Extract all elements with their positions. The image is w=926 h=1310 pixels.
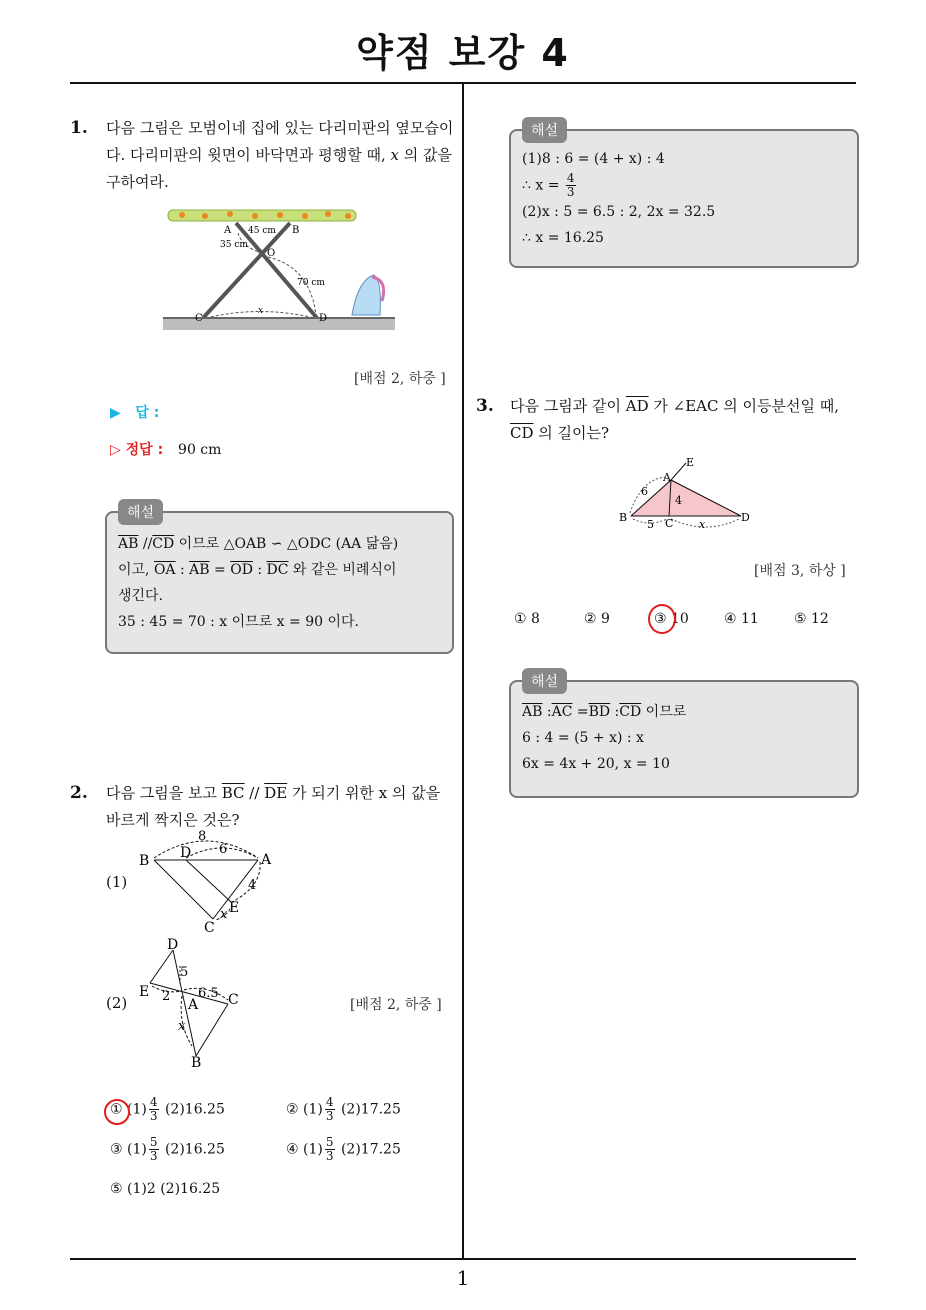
q2-choice-2[interactable]: ② (1) $\frac{4}{3}$ (2)17.25 (286, 1095, 401, 1123)
q1-text-line3: 구하여라. (106, 173, 169, 191)
q3-fig-n4: 4 (675, 494, 682, 507)
q2-choice-5[interactable]: ⑤ (1)2 (2)16.25 (110, 1181, 221, 1197)
q3-triangle-figure (616, 455, 756, 535)
q2-fig1-E: E (229, 900, 240, 916)
q1-solution-body (118, 531, 448, 635)
column-divider (462, 82, 464, 1260)
q1-correct-value: 90 cm (178, 442, 222, 458)
q2-solution-body (522, 146, 852, 251)
q2-score: [배점 2, 하중 ] (350, 997, 442, 1013)
q1-answer-row: ▶ 답 : (110, 405, 160, 421)
q2-sol-line1: (1)8 : 6 = (4 + x) : 4 (522, 151, 665, 167)
q2-fig1-n8: 8 (198, 829, 207, 844)
q1-number: 1. (70, 118, 88, 138)
q2-choice-3[interactable]: ③ (1) $\frac{5}{3}$ (2)16.25 (110, 1135, 225, 1163)
q2-fig1-D: D (180, 845, 192, 861)
q3-fig-B: B (619, 511, 628, 524)
q2-choice-4[interactable]: ④ (1) $\frac{5}{3}$ (2)17.25 (286, 1135, 401, 1163)
page-number: 1 (456, 1266, 470, 1290)
q3-fig-E: E (686, 456, 695, 469)
q1-fig-len-cd: x (258, 306, 264, 316)
q2-fig2-x: x (178, 1019, 186, 1034)
q1-sol-line1: $\overline{AB}$ $//\overline{CD}$ 이므로 △OAB ∽ △ODC (AA 닮음) (118, 536, 399, 552)
answer-marker-icon: ▶ (110, 405, 136, 421)
q2-text-line1: 다음 그림을 보고 $\overline{BC} // \overline{DE}$ 가 되기 위한 x 의 값을 (106, 784, 441, 802)
q2-fig2-D: D (167, 937, 179, 953)
q2-figure-1 (136, 826, 286, 936)
q1-text-line1: 다음 그림은 모범이네 집에 있는 다리미판의 옆모습이 (106, 119, 454, 137)
q2-fig2-label: (2) (106, 994, 128, 1012)
q1-correct-row: ▷ 정답 : 90 cm (110, 442, 222, 458)
q3-solution-body (522, 699, 852, 777)
q2-fig2-E: E (139, 984, 150, 1000)
q2-text-line2: 바르게 짝지은 것은? (106, 811, 240, 829)
q1-text (106, 115, 456, 196)
q3-choice-3[interactable]: ③ 10 (654, 611, 689, 627)
q2-fig1-n4: 4 (248, 878, 257, 893)
q1-sol-line4: 35 : 45 = 70 : x 이므로 x = 90 이다. (118, 614, 359, 630)
q2-fig1-B: B (139, 853, 150, 869)
q1-fig-label-C: C (195, 313, 203, 324)
q2-number: 2. (70, 783, 88, 803)
q2-fig2-n5: 5 (180, 965, 189, 980)
q1-sol-line2: 이고, $\overline{OA}$ : $\overline{AB} = \overline{OD}$ : $\overline{DC}$ 와 같은 비례식이 (118, 562, 397, 578)
q3-fig-A: A (663, 471, 671, 484)
q3-choice-5[interactable]: ⑤ 12 (794, 611, 829, 627)
q2-solution-label: 해설 (522, 117, 567, 143)
q3-selected-circle-mark (648, 604, 676, 634)
q1-fig-len-ao: 35 cm (220, 240, 248, 250)
q1-fig-label-D: D (319, 313, 328, 324)
q2-fig2-n65: 6.5 (198, 986, 219, 1001)
q3-choice-4[interactable]: ④ 11 (724, 611, 759, 627)
q2-sol-line4: ∴ x = 16.25 (522, 230, 604, 246)
q3-fig-C: C (665, 517, 674, 530)
q1-solution-label: 해설 (118, 499, 163, 525)
q3-text (510, 393, 860, 447)
q2-fig2-C: C (228, 992, 239, 1008)
q2-fig1-n6: 6 (219, 842, 228, 857)
q1-fig-len-od: 70 cm (297, 278, 325, 288)
bottom-rule (70, 1258, 856, 1260)
q2-fig1-C: C (204, 920, 215, 936)
q3-fig-x: x (699, 518, 706, 531)
q3-sol-line2: 6 : 4 = (5 + x) : x (522, 730, 644, 746)
q3-solution-label: 해설 (522, 668, 567, 694)
q2-fig2-n2: 2 (162, 989, 171, 1004)
q3-score: [배점 3, 하상 ] (754, 563, 846, 579)
q1-fig-label-A: A (224, 225, 232, 236)
q3-number: 3. (476, 396, 494, 416)
q1-text-line2: 다. 다리미판의 윗면이 바닥면과 평행할 때, x 의 값을 (106, 146, 452, 164)
q3-text-line2: $\overline{CD}$ 의 길이는? (510, 424, 610, 442)
q2-figure-2 (136, 936, 256, 1072)
q3-fig-D: D (741, 511, 750, 524)
q2-sol-line3: (2)x : 5 = 6.5 : 2, 2x = 32.5 (522, 204, 716, 220)
q1-fig-len-ab: 45 cm (248, 226, 276, 236)
q2-fig1-label: (1) (106, 873, 128, 891)
q1-fig-label-O: O (267, 248, 276, 259)
q3-choice-1[interactable]: ① 8 (514, 611, 540, 627)
q3-text-line1: 다음 그림과 같이 $\overline{AD}$ 가 ∠EAC 의 이등분선일 때, (510, 397, 839, 415)
q2-fig1-A: A (261, 852, 272, 868)
q1-sol-line3: 생긴다. (118, 588, 164, 604)
q3-fig-n6: 6 (641, 485, 648, 498)
q2-fig1-x: x (220, 907, 228, 922)
q2-choice-1[interactable]: ① (1) $\frac{4}{3}$ (2)16.25 (110, 1095, 225, 1123)
q3-sol-line1: $\overline{AB}$ $:\overline{AC} =\overline{BD}$ $:\overline{CD}$ 이므로 (522, 704, 687, 720)
q3-sol-line3: 6x = 4x + 20, x = 10 (522, 756, 670, 772)
page-title: 약점 보강 4 (356, 31, 570, 75)
q1-score: [배점 2, 하중 ] (354, 371, 446, 387)
q3-fig-n5: 5 (647, 518, 654, 531)
q1-fig-label-B: B (292, 225, 300, 236)
q2-fig2-A: A (188, 997, 199, 1013)
q2-sol-line2: ∴ x = $\frac{4}{3}$ (522, 171, 575, 199)
q2-fig2-B: B (191, 1055, 202, 1071)
q2-selected-circle-mark (104, 1099, 130, 1125)
q3-choice-2[interactable]: ② 9 (584, 611, 610, 627)
correct-marker-icon: ▷ (110, 442, 126, 458)
q1-ironing-board-figure (160, 205, 400, 340)
